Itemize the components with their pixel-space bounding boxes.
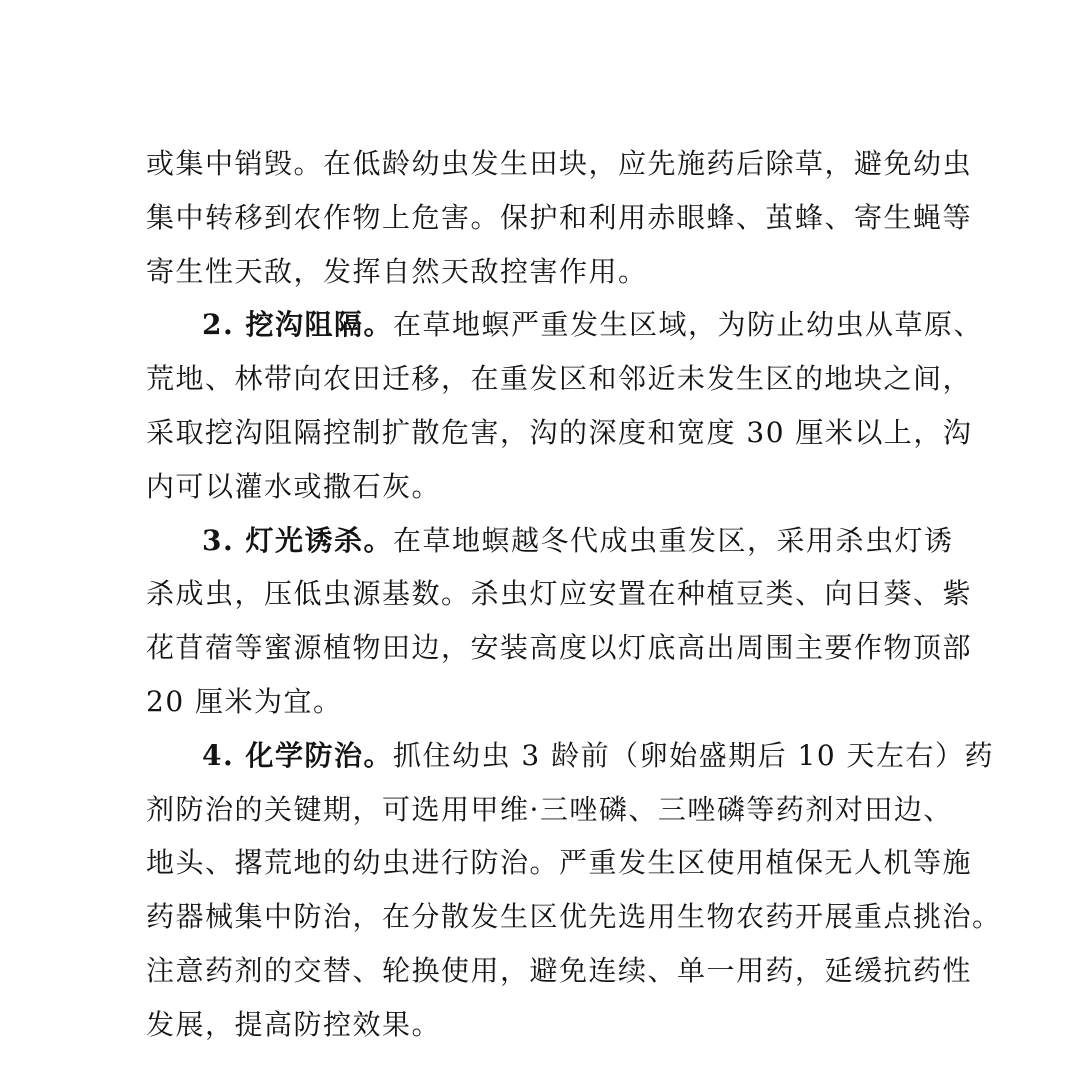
section-heading-trench-barrier: 2. 挖沟阻隔。 xyxy=(202,308,393,342)
text-line xyxy=(146,298,983,352)
text-line: 或集中销毁。在低龄幼虫发生田块，应先施药后除草，避免幼虫 xyxy=(146,147,973,180)
text-line xyxy=(146,514,954,568)
text-line: 地头、撂荒地的幼虫进行防治。严重发生区使用植保无人机等施 xyxy=(146,846,973,880)
text-line: 注意药剂的交替、轮换使用，避免连续、单一用药，延缓抗药性 xyxy=(146,953,973,987)
text-line: 药器械集中防治，在分散发生区优先选用生物农药开展重点挑治。 xyxy=(146,900,1002,934)
section-heading-chemical-control: 4. 化学防治。 xyxy=(202,738,393,772)
text-line: 荒地、林带向农田迁移，在重发区和邻近未发生区的地块之间， xyxy=(146,362,973,396)
text-line: 杀成虫，压低虫源基数。杀虫灯应安置在种植豆类、向日葵、紫 xyxy=(146,577,973,611)
text-line: 发展，提高防控效果。 xyxy=(146,1007,442,1041)
text-line xyxy=(146,729,995,783)
text-line: 内可以灌水或撒石灰。 xyxy=(146,469,442,503)
document-page xyxy=(146,137,1002,1052)
text-run: 抓住幼虫 3 龄前（卵始盛期后 10 天左右）药 xyxy=(392,738,995,772)
paragraph-trench-barrier xyxy=(146,298,983,513)
text-line: 集中转移到农作物上危害。保护和利用赤眼蜂、茧蜂、寄生蝇等 xyxy=(146,200,973,234)
text-line: 20 厘米为宜。 xyxy=(146,684,343,718)
text-line: 采取挖沟阻隔控制扩散危害，沟的深度和宽度 30 厘米以上，沟 xyxy=(146,415,973,449)
section-heading-light-trapping: 3. 灯光诱杀。 xyxy=(202,523,393,557)
text-line: 花苜蓿等蜜源植物田边，安装高度以灯底高出周围主要作物顶部 xyxy=(146,631,973,665)
paragraph-chemical-control xyxy=(146,729,1002,1052)
text-line: 寄生性天敌，发挥自然天敌控害作用。 xyxy=(146,254,648,288)
text-run: 在草地螟严重发生区域，为防止幼虫从草原、 xyxy=(392,308,983,342)
text-run: 在草地螟越冬代成虫重发区，采用杀虫灯诱 xyxy=(392,523,954,557)
paragraph-light-trapping xyxy=(146,514,973,729)
paragraph-disposal xyxy=(146,137,973,298)
text-line: 剂防治的关键期，可选用甲维·三唑磷、三唑磷等药剂对田边、 xyxy=(146,792,953,826)
